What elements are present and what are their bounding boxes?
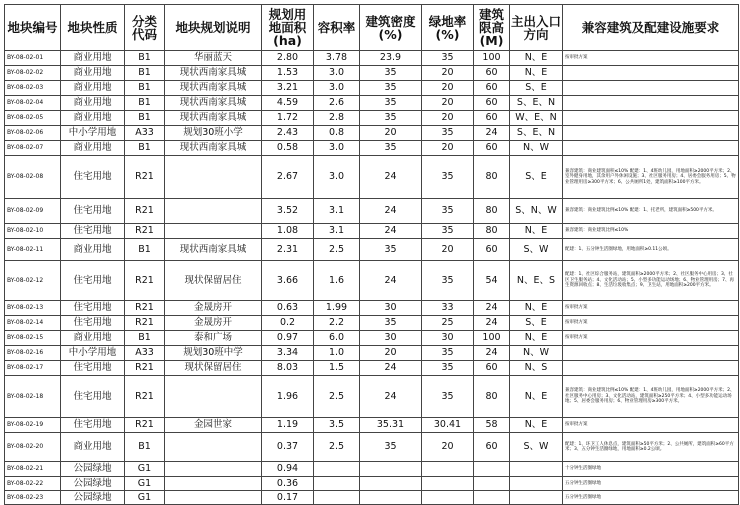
parcel-id-cell: BY-08-02-23	[5, 491, 61, 505]
table-row	[5, 462, 739, 477]
parcel-id-cell: BY-08-02-17	[5, 361, 61, 376]
far-cell: 1.0	[314, 346, 360, 361]
class-code-cell: G1	[125, 477, 165, 491]
class-code-cell: A33	[125, 126, 165, 141]
table-body	[5, 51, 739, 505]
header-class-code: 分类代码	[125, 5, 165, 51]
height-limit-cell: 60	[474, 66, 510, 81]
planning-note-cell: 金园世家	[165, 418, 262, 433]
building-density-cell: 35	[360, 239, 422, 261]
far-cell	[314, 462, 360, 477]
entrance-direction-cell: N、E	[510, 331, 563, 346]
green-ratio-cell: 20	[422, 81, 474, 96]
entrance-direction-cell: N、E	[510, 301, 563, 316]
building-density-cell: 24	[360, 224, 422, 239]
building-density-cell: 24	[360, 361, 422, 376]
table-row	[5, 316, 739, 331]
parcel-nature-cell: 商业用地	[61, 239, 125, 261]
far-cell: 0.8	[314, 126, 360, 141]
land-area-cell: 2.67	[262, 156, 314, 199]
parcel-nature-cell: 商业用地	[61, 111, 125, 126]
table-row	[5, 491, 739, 505]
header-far: 容积率	[314, 5, 360, 51]
entrance-direction-cell: S、E	[510, 81, 563, 96]
entrance-direction-cell: N、E	[510, 418, 563, 433]
height-limit-cell	[474, 462, 510, 477]
far-cell: 3.0	[314, 66, 360, 81]
parcel-id-cell: BY-08-02-04	[5, 96, 61, 111]
class-code-cell: B1	[125, 141, 165, 156]
header-parcel-nature: 地块性质	[61, 5, 125, 51]
entrance-direction-cell: N、S	[510, 361, 563, 376]
entrance-direction-cell: N、W	[510, 346, 563, 361]
table-row	[5, 331, 739, 346]
land-area-cell: 2.43	[262, 126, 314, 141]
parcel-id-cell: BY-08-02-06	[5, 126, 61, 141]
land-area-cell: 3.52	[262, 199, 314, 224]
planning-note-cell: 现状西南家具城	[165, 141, 262, 156]
building-density-cell: 24	[360, 199, 422, 224]
far-cell: 2.8	[314, 111, 360, 126]
building-density-cell: 35.31	[360, 418, 422, 433]
requirements-cell: 配建：1、社区综合服务站，建筑面积≥2000平方米；2、社区服务中心用房；3、社区卫生服务站；4、文化活动站；5、小型多功能运动场地；6、物业管理用房；7、再生资源回收点；8、生活垃圾收集点；9、卫生站，用地面积≥200平方米。	[563, 261, 739, 301]
planning-note-cell	[165, 477, 262, 491]
land-area-cell: 2.80	[262, 51, 314, 66]
header-requirements: 兼容建筑及配建设施要求	[563, 5, 739, 51]
green-ratio-cell	[422, 477, 474, 491]
entrance-direction-cell: S、W	[510, 433, 563, 462]
parcel-id-cell: BY-08-02-12	[5, 261, 61, 301]
building-density-cell: 35	[360, 433, 422, 462]
land-use-table-page	[4, 4, 738, 502]
building-density-cell: 30	[360, 301, 422, 316]
table-header-row	[5, 5, 739, 51]
entrance-direction-cell: N、E	[510, 224, 563, 239]
height-limit-cell	[474, 477, 510, 491]
height-limit-cell: 24	[474, 316, 510, 331]
land-area-cell: 0.97	[262, 331, 314, 346]
parcel-id-cell: BY-08-02-22	[5, 477, 61, 491]
green-ratio-cell	[422, 491, 474, 505]
green-ratio-cell: 35	[422, 199, 474, 224]
height-limit-cell	[474, 491, 510, 505]
green-ratio-cell: 35	[422, 224, 474, 239]
far-cell: 2.5	[314, 376, 360, 418]
green-ratio-cell: 20	[422, 111, 474, 126]
height-limit-cell: 60	[474, 361, 510, 376]
land-area-cell: 3.21	[262, 81, 314, 96]
land-area-cell: 4.59	[262, 96, 314, 111]
green-ratio-cell: 25	[422, 316, 474, 331]
entrance-direction-cell: S、E	[510, 316, 563, 331]
green-ratio-cell: 35	[422, 361, 474, 376]
entrance-direction-cell	[510, 462, 563, 477]
entrance-direction-cell	[510, 491, 563, 505]
class-code-cell: R21	[125, 199, 165, 224]
building-density-cell: 35	[360, 66, 422, 81]
height-limit-cell: 54	[474, 261, 510, 301]
planning-note-cell	[165, 491, 262, 505]
far-cell: 3.5	[314, 418, 360, 433]
far-cell: 3.0	[314, 156, 360, 199]
land-use-control-table	[4, 4, 739, 505]
height-limit-cell: 80	[474, 224, 510, 239]
building-density-cell	[360, 491, 422, 505]
class-code-cell: R21	[125, 261, 165, 301]
planning-note-cell: 现状西南家具城	[165, 96, 262, 111]
header-building-density: 建筑密度(%)	[360, 5, 422, 51]
class-code-cell: R21	[125, 301, 165, 316]
height-limit-cell: 60	[474, 239, 510, 261]
entrance-direction-cell: N、E	[510, 376, 563, 418]
green-ratio-cell: 35	[422, 346, 474, 361]
requirements-cell	[563, 66, 739, 81]
planning-note-cell: 现状西南家具城	[165, 111, 262, 126]
table-row	[5, 361, 739, 376]
height-limit-cell: 60	[474, 96, 510, 111]
parcel-id-cell: BY-08-02-20	[5, 433, 61, 462]
parcel-nature-cell: 商业用地	[61, 331, 125, 346]
class-code-cell: B1	[125, 81, 165, 96]
entrance-direction-cell: S、E、N	[510, 96, 563, 111]
entrance-direction-cell: N、E	[510, 66, 563, 81]
class-code-cell: R21	[125, 418, 165, 433]
far-cell: 3.1	[314, 199, 360, 224]
planning-note-cell	[165, 199, 262, 224]
green-ratio-cell: 35	[422, 261, 474, 301]
parcel-id-cell: BY-08-02-03	[5, 81, 61, 96]
requirements-cell: 五分钟生活圈绿地	[563, 477, 739, 491]
requirements-cell: 兼容建筑：商业建筑面积≤10% 配建：1、4班幼儿园，用地面积≥2000平方米；2、室外健身用地，其余用户外休闲设施；3、社区服务用房；4、居委会服务用房；5、物业管理用房≥300平方米；6、公共厕所1处，建筑面积≥100平方米。	[563, 156, 739, 199]
building-density-cell: 35	[360, 141, 422, 156]
height-limit-cell: 80	[474, 199, 510, 224]
far-cell: 1.5	[314, 361, 360, 376]
planning-note-cell	[165, 433, 262, 462]
building-density-cell: 35	[360, 96, 422, 111]
parcel-id-cell: BY-08-02-19	[5, 418, 61, 433]
parcel-nature-cell: 中小学用地	[61, 126, 125, 141]
planning-note-cell	[165, 224, 262, 239]
far-cell: 3.78	[314, 51, 360, 66]
parcel-id-cell: BY-08-02-09	[5, 199, 61, 224]
requirements-cell: 按审批方案	[563, 51, 739, 66]
parcel-id-cell: BY-08-02-14	[5, 316, 61, 331]
parcel-id-cell: BY-08-02-15	[5, 331, 61, 346]
requirements-cell	[563, 141, 739, 156]
table-row	[5, 418, 739, 433]
entrance-direction-cell: N、E	[510, 51, 563, 66]
land-area-cell: 3.66	[262, 261, 314, 301]
parcel-id-cell: BY-08-02-21	[5, 462, 61, 477]
header-height-limit: 建筑限高(M)	[474, 5, 510, 51]
class-code-cell: B1	[125, 96, 165, 111]
entrance-direction-cell: S、E	[510, 156, 563, 199]
land-area-cell: 1.19	[262, 418, 314, 433]
height-limit-cell: 80	[474, 156, 510, 199]
requirements-cell	[563, 361, 739, 376]
table-row	[5, 477, 739, 491]
planning-note-cell	[165, 462, 262, 477]
parcel-nature-cell: 公园绿地	[61, 477, 125, 491]
requirements-cell: 按审批方案	[563, 418, 739, 433]
table-row	[5, 126, 739, 141]
green-ratio-cell: 30.41	[422, 418, 474, 433]
table-row	[5, 51, 739, 66]
requirements-cell	[563, 126, 739, 141]
parcel-nature-cell: 商业用地	[61, 81, 125, 96]
building-density-cell: 24	[360, 156, 422, 199]
parcel-nature-cell: 住宅用地	[61, 301, 125, 316]
parcel-nature-cell: 商业用地	[61, 66, 125, 81]
far-cell	[314, 477, 360, 491]
far-cell: 3.0	[314, 141, 360, 156]
entrance-direction-cell: S、N、W	[510, 199, 563, 224]
height-limit-cell: 24	[474, 346, 510, 361]
parcel-nature-cell: 住宅用地	[61, 156, 125, 199]
height-limit-cell: 60	[474, 433, 510, 462]
height-limit-cell: 100	[474, 331, 510, 346]
land-area-cell: 0.17	[262, 491, 314, 505]
far-cell: 1.6	[314, 261, 360, 301]
land-area-cell: 0.36	[262, 477, 314, 491]
entrance-direction-cell: S、W	[510, 239, 563, 261]
land-area-cell: 8.03	[262, 361, 314, 376]
parcel-nature-cell: 商业用地	[61, 51, 125, 66]
table-row	[5, 433, 739, 462]
parcel-nature-cell: 住宅用地	[61, 261, 125, 301]
requirements-cell: 五分钟生活圈绿地	[563, 491, 739, 505]
building-density-cell: 24	[360, 261, 422, 301]
parcel-id-cell: BY-08-02-18	[5, 376, 61, 418]
green-ratio-cell: 33	[422, 301, 474, 316]
green-ratio-cell: 20	[422, 66, 474, 81]
table-row	[5, 261, 739, 301]
table-row	[5, 346, 739, 361]
class-code-cell: R21	[125, 361, 165, 376]
class-code-cell: R21	[125, 316, 165, 331]
land-area-cell: 1.72	[262, 111, 314, 126]
parcel-id-cell: BY-08-02-07	[5, 141, 61, 156]
header-parcel-id: 地块编号	[5, 5, 61, 51]
far-cell: 3.1	[314, 224, 360, 239]
entrance-direction-cell: N、E、S	[510, 261, 563, 301]
far-cell: 2.2	[314, 316, 360, 331]
table-row	[5, 239, 739, 261]
planning-note-cell: 规划30班中学	[165, 346, 262, 361]
table-row	[5, 224, 739, 239]
requirements-cell: 兼容建筑：商业建筑比例≤10% 配建：1、4班幼儿园，用地面积≥2000平方米；2、社区服务中心用房；3、文化活动站，建筑面积≥250平方米；4、小型多功能运动场地；5、居委会服务用房；6、物业管理用房≥300平方米。	[563, 376, 739, 418]
table-row	[5, 81, 739, 96]
building-density-cell: 20	[360, 126, 422, 141]
parcel-nature-cell: 住宅用地	[61, 199, 125, 224]
height-limit-cell: 60	[474, 111, 510, 126]
green-ratio-cell: 35	[422, 126, 474, 141]
building-density-cell: 30	[360, 331, 422, 346]
parcel-nature-cell: 公园绿地	[61, 462, 125, 477]
header-land-area: 规划用地面积(ha)	[262, 5, 314, 51]
land-area-cell: 1.96	[262, 376, 314, 418]
parcel-nature-cell: 公园绿地	[61, 491, 125, 505]
land-area-cell: 0.2	[262, 316, 314, 331]
building-density-cell: 23.9	[360, 51, 422, 66]
table-row	[5, 141, 739, 156]
far-cell	[314, 491, 360, 505]
height-limit-cell: 58	[474, 418, 510, 433]
entrance-direction-cell	[510, 477, 563, 491]
table-row	[5, 66, 739, 81]
class-code-cell: B1	[125, 51, 165, 66]
green-ratio-cell: 20	[422, 141, 474, 156]
land-area-cell: 0.94	[262, 462, 314, 477]
green-ratio-cell: 20	[422, 239, 474, 261]
parcel-id-cell: BY-08-02-01	[5, 51, 61, 66]
planning-note-cell: 规划30班小学	[165, 126, 262, 141]
parcel-id-cell: BY-08-02-02	[5, 66, 61, 81]
class-code-cell: R21	[125, 376, 165, 418]
land-area-cell: 1.08	[262, 224, 314, 239]
height-limit-cell: 24	[474, 126, 510, 141]
requirements-cell	[563, 346, 739, 361]
planning-note-cell	[165, 376, 262, 418]
green-ratio-cell: 30	[422, 331, 474, 346]
table-row	[5, 376, 739, 418]
planning-note-cell: 金晟房开	[165, 316, 262, 331]
planning-note-cell: 华丽蓝天	[165, 51, 262, 66]
table-row	[5, 96, 739, 111]
class-code-cell: B1	[125, 66, 165, 81]
planning-note-cell: 金晟房开	[165, 301, 262, 316]
green-ratio-cell: 20	[422, 96, 474, 111]
land-area-cell: 0.37	[262, 433, 314, 462]
table-row	[5, 199, 739, 224]
planning-note-cell	[165, 156, 262, 199]
header-green-ratio: 绿地率(%)	[422, 5, 474, 51]
planning-note-cell: 现状保留居住	[165, 361, 262, 376]
parcel-nature-cell: 商业用地	[61, 96, 125, 111]
requirements-cell: 兼容建筑：商业建筑比例≤10%	[563, 224, 739, 239]
height-limit-cell: 100	[474, 51, 510, 66]
far-cell: 2.5	[314, 239, 360, 261]
requirements-cell: 按审批方案	[563, 331, 739, 346]
requirements-cell: 配建：1、五分钟生活圈绿地，用地面积≥0.11公顷。	[563, 239, 739, 261]
class-code-cell: R21	[125, 156, 165, 199]
building-density-cell: 35	[360, 81, 422, 96]
class-code-cell: B1	[125, 433, 165, 462]
parcel-nature-cell: 中小学用地	[61, 346, 125, 361]
requirements-cell	[563, 96, 739, 111]
planning-note-cell: 泰和广场	[165, 331, 262, 346]
height-limit-cell: 80	[474, 376, 510, 418]
entrance-direction-cell: S、E、N	[510, 126, 563, 141]
land-area-cell: 0.58	[262, 141, 314, 156]
class-code-cell: G1	[125, 462, 165, 477]
parcel-nature-cell: 住宅用地	[61, 316, 125, 331]
green-ratio-cell: 35	[422, 51, 474, 66]
building-density-cell	[360, 462, 422, 477]
far-cell: 1.99	[314, 301, 360, 316]
far-cell: 2.5	[314, 433, 360, 462]
class-code-cell: B1	[125, 111, 165, 126]
table-row	[5, 111, 739, 126]
height-limit-cell: 60	[474, 141, 510, 156]
parcel-nature-cell: 住宅用地	[61, 224, 125, 239]
parcel-nature-cell: 住宅用地	[61, 361, 125, 376]
requirements-cell	[563, 81, 739, 96]
class-code-cell: A33	[125, 346, 165, 361]
class-code-cell: B1	[125, 331, 165, 346]
header-planning-note: 地块规划说明	[165, 5, 262, 51]
requirements-cell: 十分钟生活圈绿地	[563, 462, 739, 477]
parcel-id-cell: BY-08-02-16	[5, 346, 61, 361]
height-limit-cell: 24	[474, 301, 510, 316]
planning-note-cell: 现状西南家具城	[165, 81, 262, 96]
entrance-direction-cell: N、W	[510, 141, 563, 156]
parcel-nature-cell: 住宅用地	[61, 376, 125, 418]
height-limit-cell: 60	[474, 81, 510, 96]
building-density-cell: 35	[360, 111, 422, 126]
land-area-cell: 2.31	[262, 239, 314, 261]
table-row	[5, 301, 739, 316]
planning-note-cell: 现状西南家具城	[165, 239, 262, 261]
parcel-nature-cell: 商业用地	[61, 433, 125, 462]
class-code-cell: B1	[125, 239, 165, 261]
land-area-cell: 1.53	[262, 66, 314, 81]
land-area-cell: 3.34	[262, 346, 314, 361]
requirements-cell: 按审批方案	[563, 301, 739, 316]
green-ratio-cell: 35	[422, 156, 474, 199]
green-ratio-cell: 35	[422, 376, 474, 418]
parcel-id-cell: BY-08-02-10	[5, 224, 61, 239]
class-code-cell: R21	[125, 224, 165, 239]
green-ratio-cell	[422, 462, 474, 477]
parcel-id-cell: BY-08-02-13	[5, 301, 61, 316]
table-row	[5, 156, 739, 199]
parcel-nature-cell: 住宅用地	[61, 418, 125, 433]
planning-note-cell: 现状保留居住	[165, 261, 262, 301]
requirements-cell: 兼容建筑：商业建筑比例≤10% 配建：1、托老所，建筑面积≥500平方米。	[563, 199, 739, 224]
parcel-id-cell: BY-08-02-11	[5, 239, 61, 261]
far-cell: 3.0	[314, 81, 360, 96]
land-area-cell: 0.63	[262, 301, 314, 316]
requirements-cell: 按审批方案	[563, 316, 739, 331]
parcel-nature-cell: 商业用地	[61, 141, 125, 156]
header-entrance-direction: 主出入口方向	[510, 5, 563, 51]
building-density-cell: 20	[360, 346, 422, 361]
requirements-cell	[563, 111, 739, 126]
building-density-cell: 35	[360, 316, 422, 331]
requirements-cell: 配建：1、环卫工人休息点，建筑面积≥50平方米；2、公共厕所，建筑面积≥60平方米；3、五分钟生活圈绿地，用地面积≥0.2公顷。	[563, 433, 739, 462]
parcel-id-cell: BY-08-02-08	[5, 156, 61, 199]
entrance-direction-cell: W、E、N	[510, 111, 563, 126]
far-cell: 2.6	[314, 96, 360, 111]
planning-note-cell: 现状西南家具城	[165, 66, 262, 81]
building-density-cell: 24	[360, 376, 422, 418]
parcel-id-cell: BY-08-02-05	[5, 111, 61, 126]
green-ratio-cell: 20	[422, 433, 474, 462]
class-code-cell: G1	[125, 491, 165, 505]
far-cell: 6.0	[314, 331, 360, 346]
building-density-cell	[360, 477, 422, 491]
